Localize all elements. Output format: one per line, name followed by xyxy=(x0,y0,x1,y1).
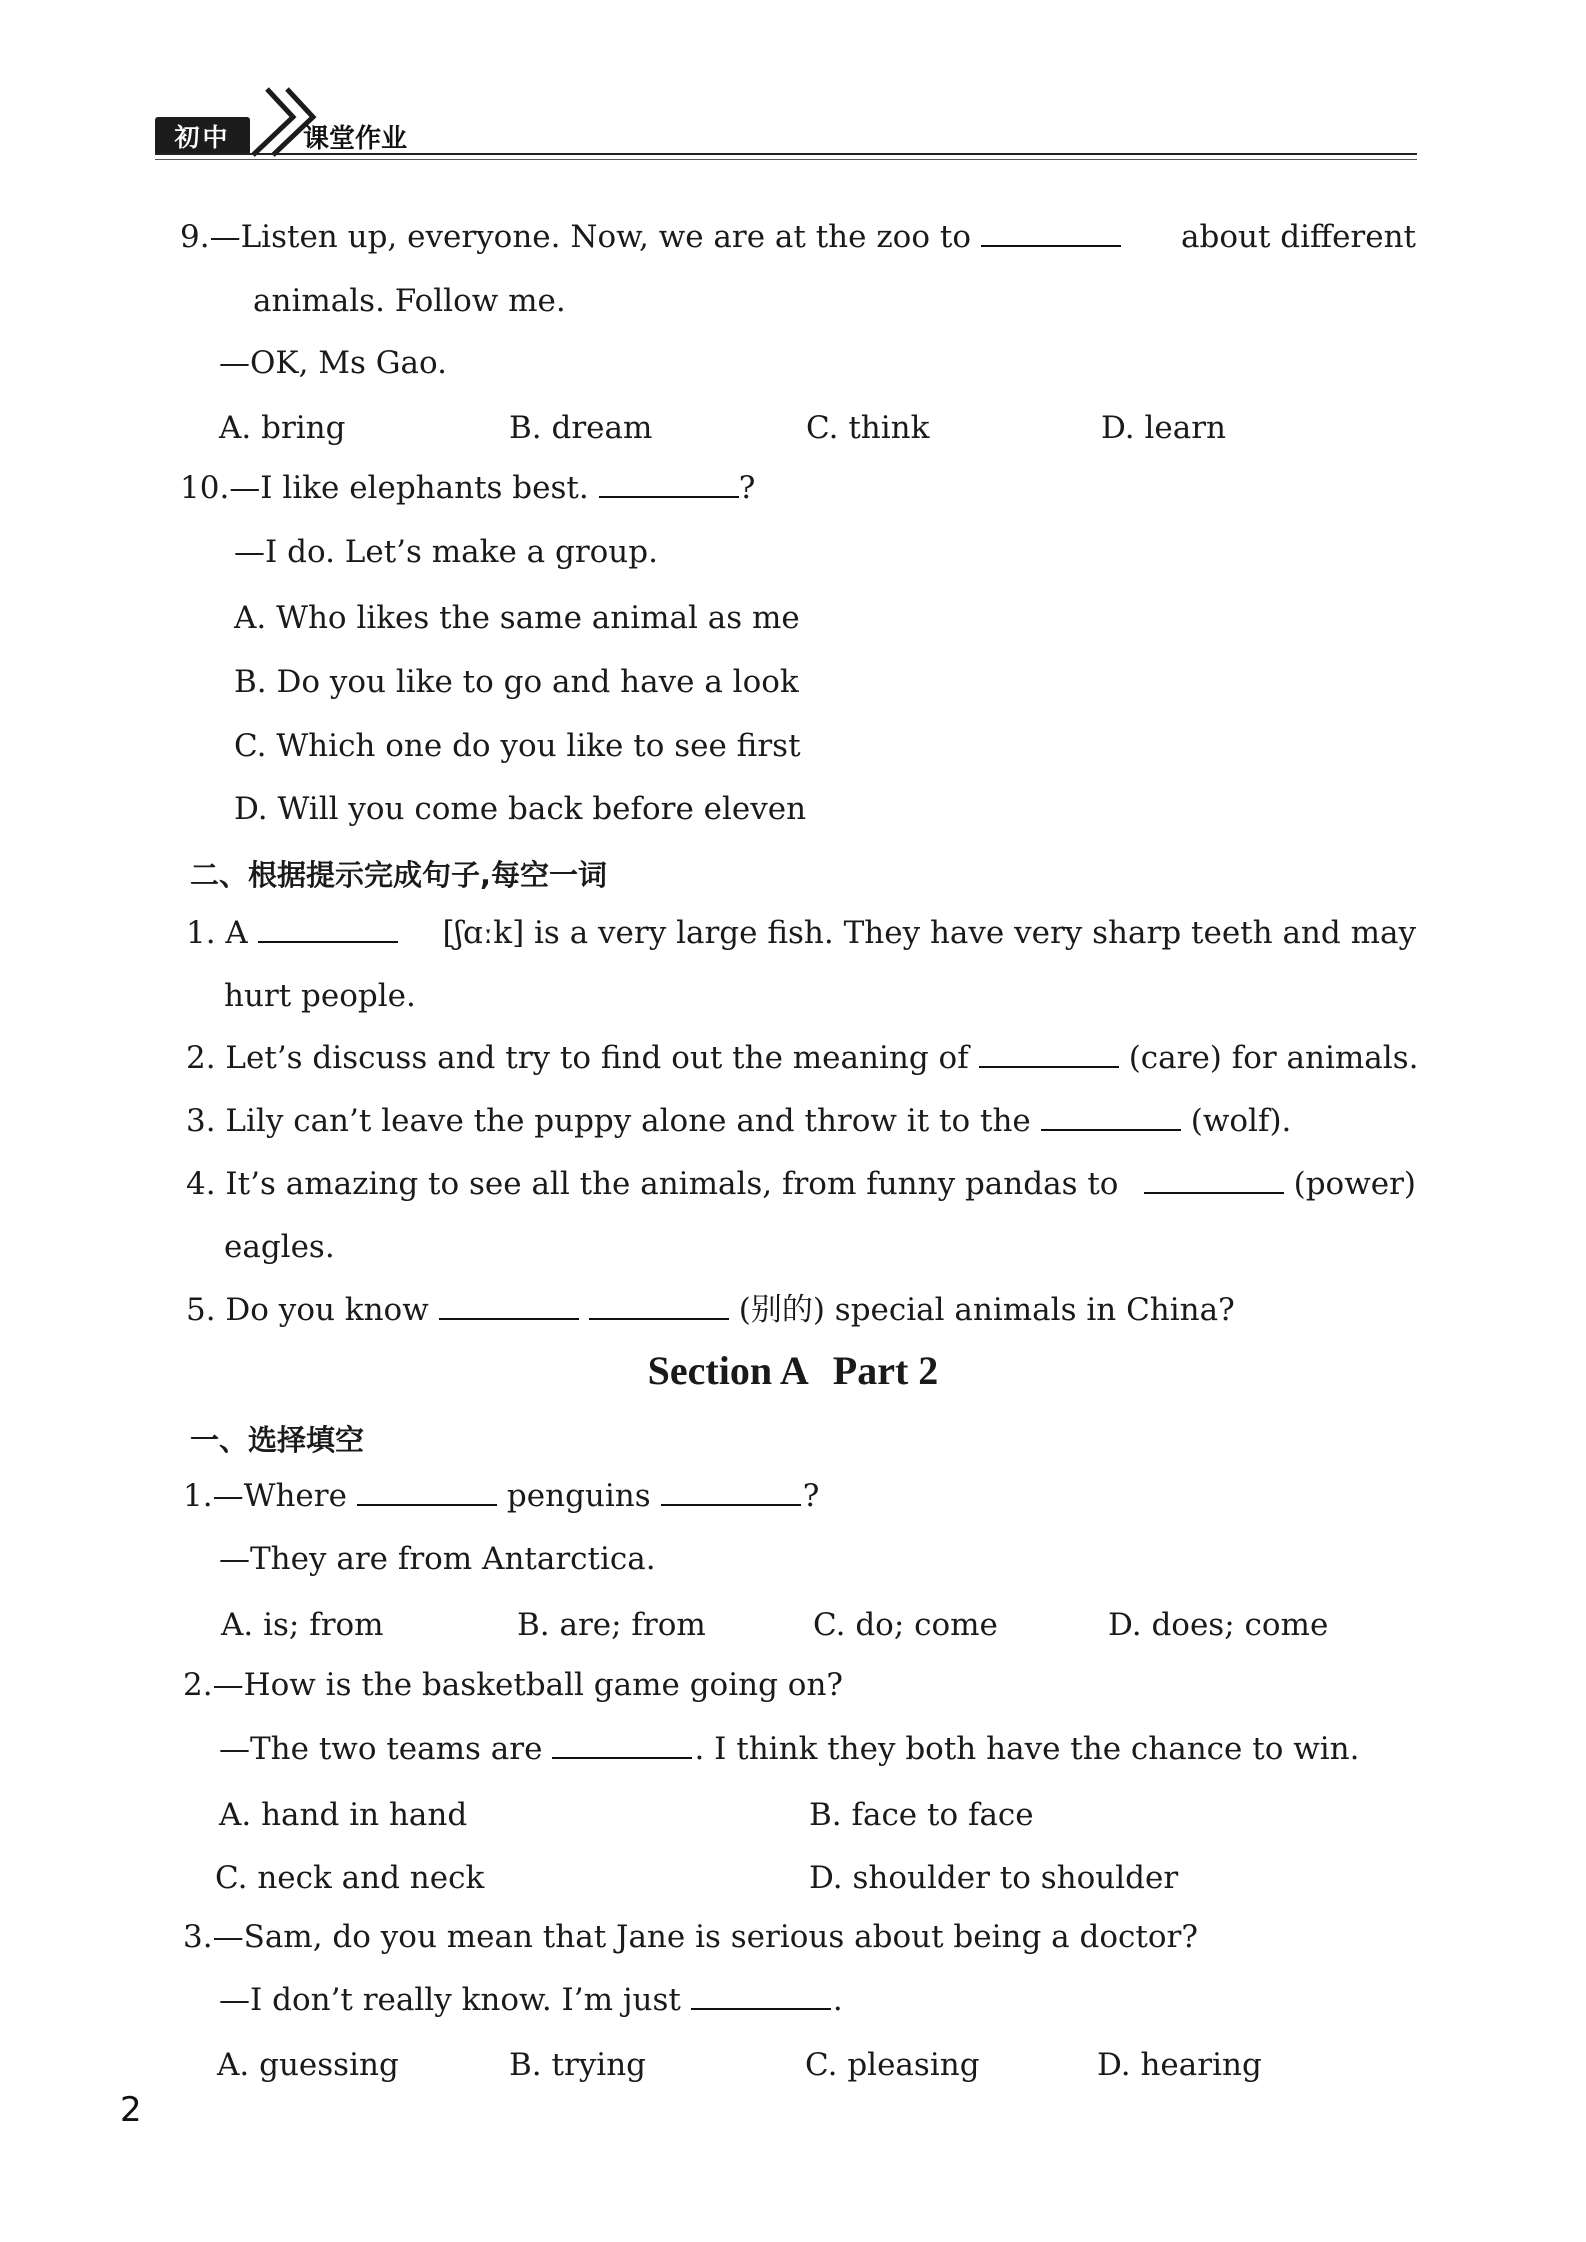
p2q2-option-d[interactable]: D. shoulder to shoulder xyxy=(809,1860,1179,1896)
q9-option-d[interactable]: D. learn xyxy=(1101,410,1226,446)
p2q1-text-mid: penguins xyxy=(506,1478,651,1514)
s4-text-post: (power) xyxy=(1293,1166,1416,1202)
sentence-4-line-2: eagles. xyxy=(224,1229,335,1265)
answer-blank[interactable] xyxy=(589,1296,729,1320)
p2q2-option-c[interactable]: C. neck and neck xyxy=(215,1860,485,1896)
p2q3-option-a[interactable]: A. guessing xyxy=(217,2047,399,2083)
p2q1-option-a[interactable]: A. is; from xyxy=(221,1607,384,1643)
sentence-3 xyxy=(186,1103,1292,1139)
answer-blank[interactable] xyxy=(691,1986,831,2010)
sentence-1-line-2: hurt people. xyxy=(224,978,416,1014)
p2q2-option-a[interactable]: A. hand in hand xyxy=(219,1797,468,1833)
p2q1-option-c[interactable]: C. do; come xyxy=(813,1607,998,1643)
answer-blank[interactable] xyxy=(661,1482,801,1506)
p2q3-text-post: . xyxy=(832,1982,843,2018)
part2-question-3-line-2 xyxy=(219,1982,843,2018)
question-10-line-1 xyxy=(180,470,756,506)
p2q3-text-pre: —I don’t really know. I’m just xyxy=(219,1982,681,2018)
q10-option-b[interactable]: B. Do you like to go and have a look xyxy=(234,664,799,700)
p2q3-option-c[interactable]: C. pleasing xyxy=(805,2047,980,2083)
q10-text-post: ? xyxy=(738,470,756,506)
p2q2-text-pre: —The two teams are xyxy=(219,1731,543,1767)
q9-option-a[interactable]: A. bring xyxy=(219,410,346,446)
part2-question-2-line-1: 2.—How is the basketball game going on? xyxy=(183,1667,844,1703)
s2-text-pre: 2. Let’s discuss and try to find out the meaning of xyxy=(186,1040,969,1076)
s5-text-post: (别的) special animals in China? xyxy=(738,1292,1235,1328)
question-9-line-2: animals. Follow me. xyxy=(253,283,566,319)
s2-text-post: (care) for animals. xyxy=(1128,1040,1419,1076)
s4-text-pre: 4. It’s amazing to see all the animals, from funny pandas to xyxy=(186,1166,1119,1202)
q9-text-post: about different xyxy=(1181,219,1416,255)
answer-blank[interactable] xyxy=(981,223,1121,247)
p2q2-text-post: . I think they both have the chance to win. xyxy=(694,1731,1360,1767)
sentence-5 xyxy=(186,1292,1235,1328)
answer-blank[interactable] xyxy=(979,1044,1119,1068)
s3-text-post: (wolf). xyxy=(1190,1103,1292,1139)
p2q3-option-b[interactable]: B. trying xyxy=(509,2047,647,2083)
answer-blank[interactable] xyxy=(1041,1107,1181,1131)
q9-option-c[interactable]: C. think xyxy=(806,410,930,446)
q10-option-d[interactable]: D. Will you come back before eleven xyxy=(234,791,807,827)
p2q1-option-d[interactable]: D. does; come xyxy=(1108,1607,1329,1643)
answer-blank[interactable] xyxy=(357,1482,497,1506)
part2-question-1-line-2: —They are from Antarctica. xyxy=(219,1541,656,1577)
section-title xyxy=(0,1347,1586,1394)
q10-option-a[interactable]: A. Who likes the same animal as me xyxy=(234,600,800,636)
section-heading-multiple-choice: 一、选择填空 xyxy=(190,1423,365,1457)
header-title: 课堂作业 xyxy=(303,124,408,154)
part2-question-1-line-1 xyxy=(183,1478,820,1514)
s3-text-pre: 3. Lily can’t leave the puppy alone and throw it to the xyxy=(186,1103,1031,1139)
q9-text: 9.—Listen up, everyone. Now, we are at the zoo to xyxy=(180,219,971,255)
answer-blank[interactable] xyxy=(439,1296,579,1320)
p2q1-text-post: ? xyxy=(802,1478,820,1514)
sentence-2 xyxy=(186,1040,1419,1076)
header-rule xyxy=(155,153,1417,155)
s1-text-post: [ʃɑːk] is a very large fish. They have very sharp teeth and may xyxy=(442,915,1416,951)
q10-text: 10.—I like elephants best. xyxy=(180,470,589,506)
page-header xyxy=(155,85,1417,160)
section-title-left: Section A xyxy=(647,1348,809,1393)
header-rule-thin xyxy=(155,159,1417,160)
page-number: 2 xyxy=(120,2090,142,2130)
question-9-line-1 xyxy=(180,219,1416,255)
section-heading-complete-sentences: 二、根据提示完成句子,每空一词 xyxy=(190,858,608,892)
p2q1-option-b[interactable]: B. are; from xyxy=(517,1607,706,1643)
sentence-4-line-1 xyxy=(186,1166,1416,1202)
grade-badge: 初中 xyxy=(155,117,250,155)
part2-question-3-line-1: 3.—Sam, do you mean that Jane is serious about being a doctor? xyxy=(183,1919,1198,1955)
answer-blank[interactable] xyxy=(552,1735,692,1759)
question-10-line-2: —I do. Let’s make a group. xyxy=(234,534,658,570)
p2q3-option-d[interactable]: D. hearing xyxy=(1097,2047,1262,2083)
answer-blank[interactable] xyxy=(258,919,398,943)
part2-question-2-line-2 xyxy=(219,1731,1360,1767)
s1-text-pre: 1. A xyxy=(186,915,248,951)
q9-option-b[interactable]: B. dream xyxy=(509,410,653,446)
s5-text-pre: 5. Do you know xyxy=(186,1292,429,1328)
q10-option-c[interactable]: C. Which one do you like to see first xyxy=(234,728,801,764)
p2q2-option-b[interactable]: B. face to face xyxy=(809,1797,1034,1833)
p2q1-text-pre: 1.—Where xyxy=(183,1478,347,1514)
question-9-line-3: —OK, Ms Gao. xyxy=(219,345,448,381)
answer-blank[interactable] xyxy=(1144,1170,1284,1194)
sentence-1-line-1 xyxy=(186,915,1416,951)
section-title-right: Part 2 xyxy=(832,1348,939,1393)
answer-blank[interactable] xyxy=(599,474,739,498)
